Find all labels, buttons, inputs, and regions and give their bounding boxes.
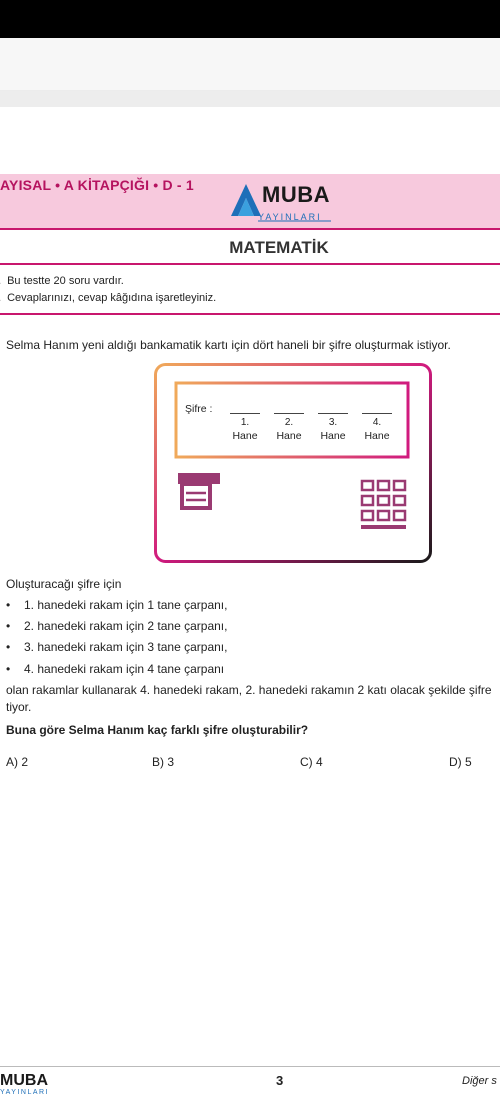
question-lead: Oluşturacağı şifre için	[6, 577, 122, 591]
card-slot-icon	[178, 473, 220, 508]
instruction-text: Bu testte 20 soru vardır.	[7, 275, 124, 287]
subject-divider	[0, 263, 500, 265]
digit-slot-number: 4.	[372, 417, 382, 428]
answer-option-d[interactable]: D) 5	[449, 755, 472, 769]
brand-subtitle: YAYINLARI	[258, 212, 322, 222]
condition-item: • 2. hanedeki rakam için 2 tane çarpanı,	[6, 619, 228, 633]
viewer-toolbar-area	[0, 38, 500, 91]
exam-title: AYISAL • A KİTAPÇIĞI • D - 1	[0, 177, 194, 193]
instructions-divider	[0, 313, 500, 315]
brand-name: MUBA	[262, 182, 330, 207]
condition-text: 4. hanedeki rakam için 4 tane çarpanı	[24, 662, 225, 676]
condition-item: • 3. hanedeki rakam için 3 tane çarpanı,	[6, 640, 228, 654]
question-prompt: Buna göre Selma Hanım kaç farklı şifre oluşturabilir?	[6, 723, 309, 737]
page-gap	[0, 91, 500, 107]
keypad-icon	[362, 481, 405, 520]
header-divider	[0, 228, 500, 230]
condition-item: • 1. hanedeki rakam için 1 tane çarpanı,	[6, 598, 228, 612]
instruction-text: Cevaplarınızı, cevap kâğıdına işaretleyiniz.	[7, 292, 217, 304]
subject-title: MATEMATİK	[229, 238, 329, 257]
digit-slot-name: Hane	[276, 430, 302, 442]
digit-slot-name: Hane	[232, 430, 258, 442]
condition-item: • 4. hanedeki rakam için 4 tane çarpanı	[6, 662, 225, 676]
digit-slot-name: Hane	[364, 430, 390, 442]
page-number: 3	[276, 1073, 284, 1088]
question-continuation: olan rakamlar kullanarak 4. hanedeki rakam, 2. hanedeki rakamın 2 katı olacak şekilde şifre	[6, 683, 492, 697]
condition-text: 1. hanedeki rakam için 1 tane çarpanı,	[24, 598, 228, 612]
digit-slot-line	[362, 413, 392, 414]
password-label: Şifre :	[185, 403, 213, 415]
footer-divider	[0, 1066, 500, 1067]
footer-brand-name: MUBA	[0, 1072, 48, 1089]
instruction-item	[0, 292, 216, 304]
answer-option-a[interactable]: A) 2	[6, 755, 29, 769]
footer-next-page-note: Diğer s	[462, 1075, 497, 1087]
digit-slot-name: Hane	[320, 430, 346, 442]
digit-slot-line	[318, 413, 348, 414]
instruction-number	[0, 292, 4, 304]
instruction-item	[0, 275, 124, 287]
condition-text: 2. hanedeki rakam için 2 tane çarpanı,	[24, 619, 228, 633]
answer-option-b[interactable]: B) 3	[152, 755, 175, 769]
viewer-top-bar	[0, 0, 500, 38]
instruction-number	[0, 275, 4, 287]
digit-slot-line	[274, 413, 304, 414]
answer-option-c[interactable]: C) 4	[300, 755, 323, 769]
digit-slot-number: 3.	[328, 417, 338, 428]
digit-slot-line	[230, 413, 260, 414]
question-continuation: tiyor.	[6, 700, 32, 714]
footer-brand-subtitle: YAYINLARI	[0, 1089, 50, 1096]
condition-text: 3. hanedeki rakam için 3 tane çarpanı,	[24, 640, 228, 654]
digit-slot-number: 2.	[284, 417, 294, 428]
digit-slot-number: 1.	[240, 417, 250, 428]
atm-illustration	[154, 363, 432, 563]
question-intro: Selma Hanım yeni aldığı bankamatik kartı için dört haneli bir şifre oluşturmak istiyor.	[6, 338, 451, 352]
